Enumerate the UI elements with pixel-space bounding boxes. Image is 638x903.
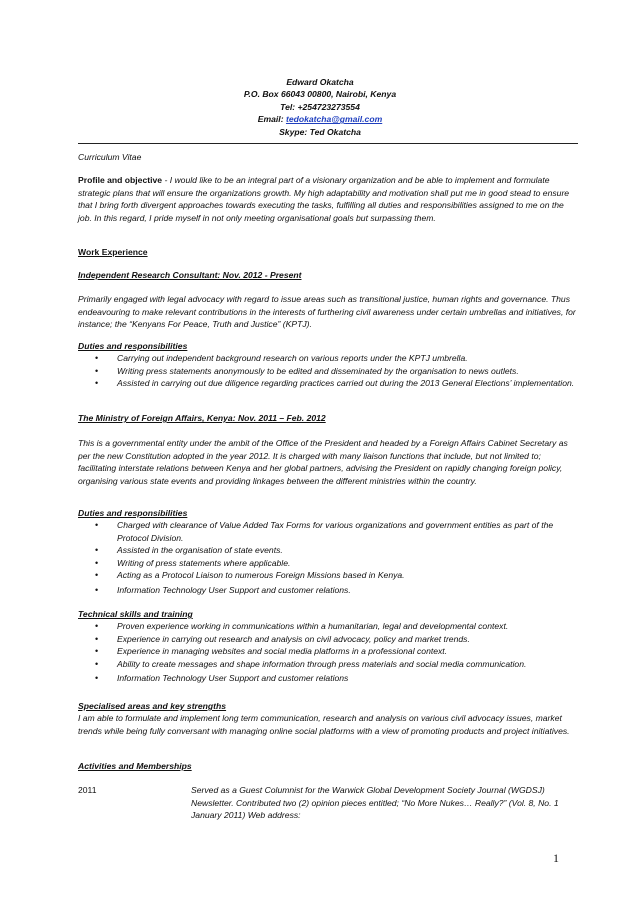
skills-list [78, 620, 578, 685]
list-item: • Ability to create messages and shape information through press materials and social media communication. [95, 658, 527, 669]
bullet-icon: • [95, 545, 99, 556]
skype: Skype: Ted Okatcha [279, 126, 361, 137]
bullet-icon: • [95, 557, 99, 568]
contact-header [160, 76, 480, 138]
specialised-heading: Specialised areas and key strengths [78, 701, 227, 711]
bullet-icon: • [95, 378, 99, 389]
job1-duties-heading: Duties and responsibilities [78, 341, 188, 351]
list-item: • Information Technology User Support and customer relations [95, 673, 349, 684]
job1-description: Primarily engaged with legal advocacy with regard to issue areas such as transitional justice, human rights and governance. Thus endeavouring to make relevant contributions in the interests of furthering civil awareness under certain umbrellas and initiatives, for instance; the “Kenyans For Peace, Truth and Justice” (KPTJ). [78, 294, 576, 330]
specialised-text: I am able to formulate and implement long term communication, research and analysis on various civil advocacy issues, market trends while being fully conversant with managing online social platforms with a view of promoting products and project initiatives. [78, 713, 570, 736]
profile-text: - I would like to be an integral part of a visionary organization and be able to implement and formulate strategic plans that will ensure the organizations growth. My high adaptability and motivation shall put me in good stead to ensure that I bring forth divergent approaches towards executing the tasks, fulfilling all duties and responsibilities assigned to me on the job. In this regard, I pride myself in not only meeting organisational goals but surpassing them. [78, 175, 570, 223]
bullet-icon: • [95, 658, 99, 669]
list-item: • Proven experience working in communications within a humanitarian, legal and developmental context. [95, 621, 509, 631]
email-link[interactable]: tedokatcha@gmail.com [285, 114, 383, 125]
bullet-icon: • [95, 584, 99, 595]
list-item: • Experience in carrying out research and analysis on civil advocacy, policy and market trends. [95, 633, 470, 644]
email-line [160, 113, 480, 125]
telephone: Tel: +254723273554 [280, 101, 360, 112]
postal-address: P.O. Box 66043 00800, Nairobi, Kenya [243, 89, 397, 100]
bullet-icon: • [95, 646, 99, 657]
page-number: 1 [553, 851, 559, 865]
list-item: • Acting as a Protocol Liaison to numerous Foreign Missions based in Kenya. [95, 570, 405, 581]
list-item: • Assisted in the organisation of state events. [95, 545, 283, 556]
activity-description: Served as a Guest Columnist for the Warwick Global Development Society Journal (WGDSJ) Newsletter. Contributed two (2) opinion pieces entitled; “No More Nukes… Really?” (Vol. 8, No. 1 January 2011) Web address: [191, 785, 559, 821]
skills-heading: Technical skills and training [78, 609, 193, 619]
work-experience-heading: Work Experience [78, 247, 148, 257]
doc-title: Curriculum Vitae [78, 152, 142, 162]
job1-duties-list [78, 352, 578, 390]
bullet-icon: • [95, 633, 99, 644]
list-item: • Writing of press statements where applicable. [95, 557, 291, 568]
list-item: • Information Technology User Support and customer relations. [95, 584, 351, 595]
list-item: • Charged with clearance of Value Added Tax Forms for various organizations and government entities as part of the Protocol Division. [95, 520, 554, 543]
list-item: • Assisted in carrying out due diligence regarding practices carried out during the 2013 General Elections’ implementation. [95, 378, 575, 389]
activity-entry [78, 784, 578, 822]
profile-paragraph [78, 174, 578, 224]
job2-description: This is a governmental entity under the ambit of the Office of the President and headed by a Foreign Affairs Cabinet Secretary as per the new Constitution adopted in the year 2012. It is charged with many liaison functions that include, but not limited to; facilitating interstate relations between Kenya and her global partners, advising the President on rapidly changing foreign policy, organising various state events and providing linkages between the different ministries within the country. [78, 438, 568, 486]
activity-year: 2011 [78, 785, 97, 795]
list-item: • Experience in managing websites and social media platforms in a professional context. [95, 646, 448, 657]
profile-label: Profile and objective [78, 175, 163, 185]
job2-title: The Ministry of Foreign Affairs, Kenya: Nov. 2011 – Feb. 2012 [78, 413, 326, 423]
bullet-icon: • [95, 365, 99, 376]
email-label: Email: [257, 114, 286, 125]
list-item: • Writing press statements anonymously to be edited and disseminated by the organisation to news outlets. [95, 365, 519, 376]
activities-heading: Activities and Memberships [78, 761, 192, 771]
job2-duties-heading: Duties and responsibilities [78, 508, 188, 518]
bullet-icon: • [95, 353, 99, 363]
header-divider [78, 143, 578, 144]
bullet-icon: • [95, 673, 99, 684]
job2-duties-list [78, 519, 578, 597]
author-name: Edward Okatcha [286, 77, 354, 87]
bullet-icon: • [95, 570, 99, 581]
list-item: • Carrying out independent background research on various reports under the KPTJ umbrella. [95, 353, 468, 363]
job1-title: Independent Research Consultant: Nov. 2012 - Present [78, 270, 302, 280]
bullet-icon: • [95, 621, 99, 631]
bullet-icon: • [95, 520, 99, 530]
